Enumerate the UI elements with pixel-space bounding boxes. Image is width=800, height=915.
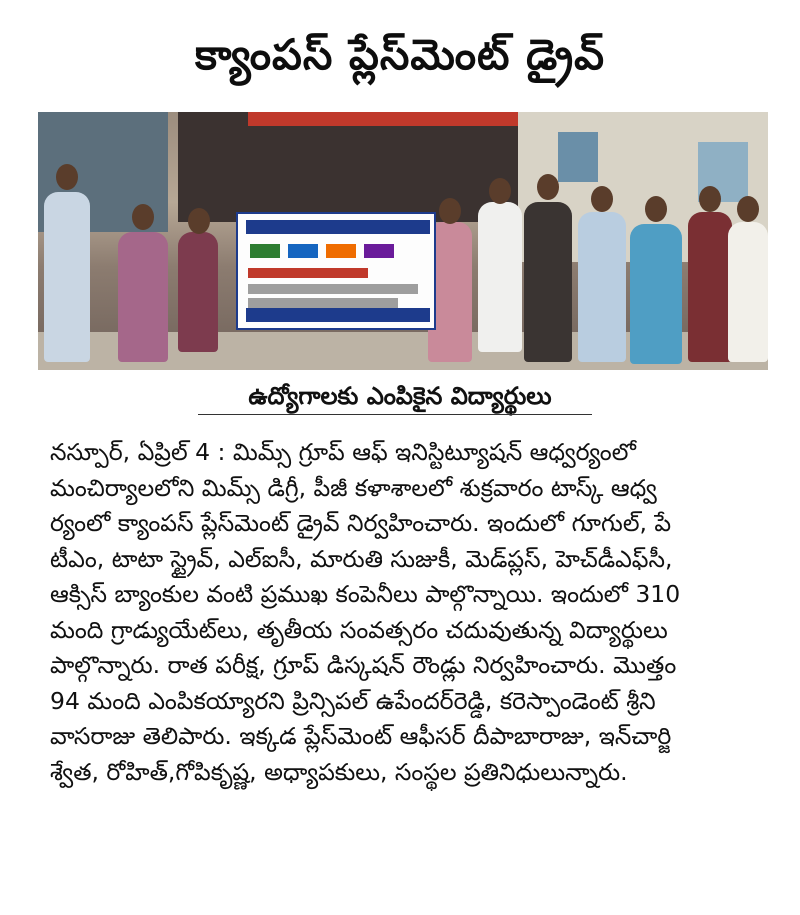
person-figure <box>118 232 168 362</box>
person-head <box>132 204 154 230</box>
person-head <box>699 186 721 212</box>
article-line: ఆక్సిస్ బ్యాంకుల వంటి ప్రముఖ కంపెనీలు పాల్గొన్నాయి. ఇందులో 310 <box>50 580 681 608</box>
article-line: నస్పూర్, ఏప్రిల్ 4 : మిమ్స్ గ్రూప్ ఆఫ్ ఇనిస్టిట్యూషన్ ఆధ్వర్యంలో <box>50 438 636 466</box>
caption-underline <box>198 414 592 415</box>
photo-poster <box>558 132 598 182</box>
article-line: పాల్గొన్నారు. రాత పరీక్ష, గ్రూప్ డిస్కషన్ రౌండ్లు నిర్వహించారు. మొత్తం <box>50 651 677 679</box>
person-head <box>56 164 78 190</box>
article-body <box>50 435 768 790</box>
photo-doorway <box>178 112 518 222</box>
article-line: మంచిర్యాలలోని మిమ్స్ డిగ్రీ, పీజీ కళాశాలలో శుక్రవారం టాస్క్ ఆధ్వ <box>50 473 657 502</box>
person-head <box>439 198 461 224</box>
person-head <box>737 196 759 222</box>
news-photo <box>38 112 768 370</box>
article-line: శ్వేత, రోహిత్,గోపికృష్ణ, అధ్యాపకులు, సంస్థల ప్రతినిధులున్నారు. <box>50 757 628 786</box>
headline: క్యాంపస్ ప్లేస్‌మెంట్ డ్రైవ్ <box>194 30 605 79</box>
person-head <box>591 186 613 212</box>
person-figure <box>728 222 768 362</box>
person-head <box>188 208 210 234</box>
person-head <box>537 174 559 200</box>
article-line: మంది గ్రాడ్యుయేట్‌లు, తృతీయ సంవత్సరం చదువుతున్న విద్యార్థులు <box>50 615 668 644</box>
photo-red-signboard <box>248 112 518 126</box>
person-figure <box>630 224 682 364</box>
article-line: 94 మంది ఎంపికయ్యారని ప్రిన్సిపల్ ఉపేందర్‌రెడ్డి, కరెస్పాండెంట్ శ్రీని <box>50 686 656 715</box>
article-line: ర్యంలో క్యాంపస్ ప్లేస్‌మెంట్ డ్రైవ్ నిర్వహించారు. ఇందులో గూగుల్, పే <box>50 509 672 537</box>
person-figure <box>478 202 522 352</box>
person-head <box>489 178 511 204</box>
person-figure <box>524 202 572 362</box>
campus-placement-banner <box>236 212 436 330</box>
person-figure <box>578 212 626 362</box>
photo-caption: ఉద్యోగాలకు ఎంపికైన విద్యార్థులు <box>248 382 552 410</box>
article-line: టీఎం, టాటా స్ట్రైవ్, ఎల్ఐసీ, మారుతి సుజుకీ, మెడ్‌ప్లస్, హెచ్‌డీఎఫ్‌సీ, <box>50 544 673 573</box>
person-figure <box>688 212 732 362</box>
article-line: వాసరాజు తెలిపారు. ఇక్కడ ప్లేస్‌మెంట్ ఆఫీసర్ దీపాబారాజు, ఇన్‌చార్జి <box>50 722 672 750</box>
person-figure <box>178 232 218 352</box>
person-head <box>645 196 667 222</box>
person-figure <box>44 192 90 362</box>
